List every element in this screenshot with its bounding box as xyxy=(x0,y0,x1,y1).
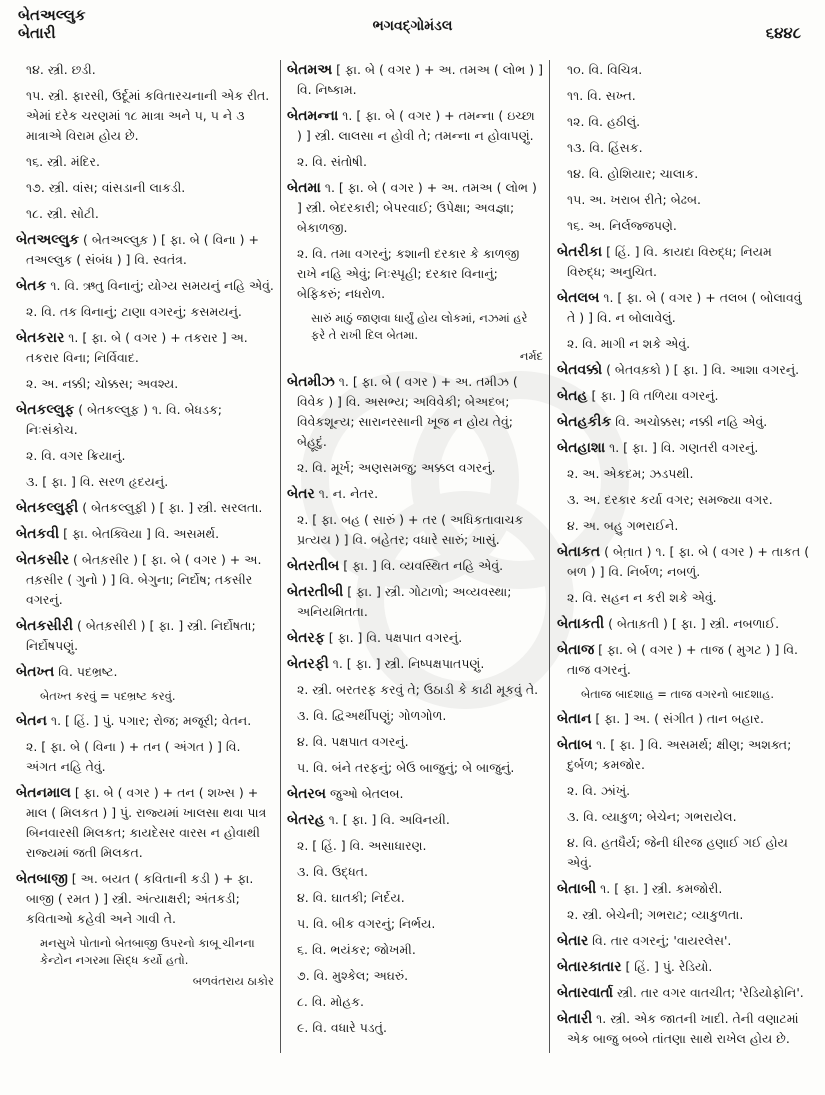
definition-text: [ ફા. ] અ. ( સંગીત ) તાન બહાર. xyxy=(591,711,764,726)
definition-text: ૧. [ ફા. બે ( વગર ) + તમન્ના ( ઇચ્છા ) ] સ્ત્રી. લાલસા ન હોવી તે; તમન્ના ન હોવાપણું. xyxy=(297,108,535,143)
dictionary-entry xyxy=(287,484,543,504)
dictionary-entry xyxy=(557,288,813,328)
entry-sense xyxy=(557,781,813,801)
entry-sense xyxy=(16,446,274,466)
headword: બેતકસીરી xyxy=(16,618,73,634)
dictionary-entry xyxy=(16,711,274,731)
dictionary-entry xyxy=(557,360,813,380)
definition-text: ૨. સ્ત્રી. બેચેની; ગભરાટ; વ્યાકુળતા. xyxy=(567,907,744,922)
headword: બેતકરાર xyxy=(16,330,65,346)
dictionary-entry xyxy=(16,616,274,656)
dictionary-entry xyxy=(16,550,274,610)
headword: બેતવક્કો xyxy=(557,362,603,378)
dictionary-entry xyxy=(557,242,813,282)
definition-text: ૧. ન. નેતર. xyxy=(314,486,379,501)
definition-text: ૨. વિ. સંતોષી. xyxy=(297,154,367,169)
definition-text: ૧૩. વિ. હિંસક. xyxy=(567,140,643,155)
definition-text: [ ફા. બેતક્વિયા ] વિ. અસમર્થ. xyxy=(59,526,220,541)
headword: બેતરતીબ xyxy=(287,558,340,574)
definition-text: ( બેતાક઼તી ) [ ફા. ] સ્ત્રી. નબળાઈ. xyxy=(604,616,780,631)
dictionary-entry xyxy=(287,372,543,452)
headword: બેતારવાર્તા xyxy=(557,985,614,1001)
definition-text: ૨. વિ. માગી ન શકે એવું. xyxy=(567,336,691,351)
dictionary-entry xyxy=(557,412,813,432)
headword: બેતરહ xyxy=(287,812,325,828)
definition-text: ૧. [ ફા. ] વિ. અસમર્થ; ક્ષીણ; અશક્ત; દુર્બળ; કમજોર. xyxy=(567,737,792,772)
headword: બેતનમાલ xyxy=(16,785,71,801)
definition-text: ૩. વિ. વ્યાકુળ; બેચેન; ગભરાયેલ. xyxy=(567,809,737,824)
entry-sense xyxy=(16,152,274,172)
headword: બેતક xyxy=(16,278,47,294)
entry-sense xyxy=(287,758,543,778)
definition-text: [ ફા. બે ( વગર ) + અ. તમઅ ( લોભ ) ] વિ. નિષ્કામ. xyxy=(297,62,543,97)
definition-text: ૬. વિ. ભયંકર; જોખમી. xyxy=(297,942,416,957)
headword: બેતાન xyxy=(557,711,592,727)
definition-text: ૧. [ ફા. ] સ્ત્રી. નિષ્પક્ષપાતપણું. xyxy=(328,656,485,671)
quote-attribution xyxy=(287,346,543,366)
headword: બેતરીકા xyxy=(557,244,603,260)
column-divider xyxy=(549,60,550,1053)
entry-sense xyxy=(287,244,543,304)
dictionary-entry xyxy=(287,628,543,648)
definition-text: ૨. વિ. ઝાંખું. xyxy=(567,783,631,798)
definition-text: ૩. [ ફા. ] વિ. સરળ હૃદયનું. xyxy=(26,474,169,489)
entry-sense xyxy=(557,588,813,608)
definition-text: ૧. [ હિં. ] પું. પગાર; રોજ; મજૂરી; વેતન. xyxy=(46,713,252,728)
definition-text: ૪. વિ. હતધૈર્ય; જેની ધીરજ હણાઈ ગઈ હોય એવું. xyxy=(567,835,788,870)
definition-text: [ હિં. ] પું. રેડિયો. xyxy=(621,959,713,974)
definition-text: વિ. અચોક્કસ; નક્કી નહિ એવું. xyxy=(611,414,768,429)
headword: બેતાજ xyxy=(557,642,595,658)
entry-sense xyxy=(287,992,543,1012)
usage-quote xyxy=(16,935,274,969)
definition-text: ૨. વિ. તક વિનાનું; ટાણા વગરનું; કસમયનું. xyxy=(26,304,242,319)
usage-quote xyxy=(287,310,543,344)
entry-sense xyxy=(557,112,813,132)
definition-text: ૧. [ ફા. બે ( વગર ) + અ. તમીઝ ( વિવેક ) ] વિ. અસભ્ય; અવિવેકી; બેઅદબ; વિવેકશૂન્ય; સારાનરસાની ખૂજ ન હોય તેવું; બેહૂદું. xyxy=(297,374,518,449)
definition-text: ૧. વિ. ઋતુ વિનાનું; યોગ્ય સમયનું નહિ એવું. xyxy=(46,278,274,293)
column-divider xyxy=(280,60,281,1053)
dictionary-entry xyxy=(557,614,813,634)
headword: બેતાકત xyxy=(557,544,601,560)
definition-text: ૪. વિ. પક્ષપાત વગરનું. xyxy=(297,734,409,749)
definition-text: [ ફા. ] વિ. વ્યવસ્થિત નહિ એવું. xyxy=(339,558,504,573)
dictionary-entry xyxy=(557,957,813,977)
dictionary-entry xyxy=(287,654,543,674)
dictionary-entry xyxy=(16,783,274,863)
definition-text: ૮. વિ. મોહક. xyxy=(297,994,365,1009)
definition-text: ૨. વિ. વગર ક્રિયાનું. xyxy=(26,448,126,463)
entry-sense xyxy=(287,152,543,172)
entry-sense xyxy=(16,302,274,322)
headword: બેતહાશા xyxy=(557,440,606,456)
dictionary-entry xyxy=(287,784,543,804)
headword: બેતકવી xyxy=(16,526,60,542)
definition-text: ૯. વિ. વધારે પડતું. xyxy=(297,1020,387,1035)
dictionary-entry xyxy=(287,810,543,830)
definition-text: જુઓ બેતલબ. xyxy=(326,786,404,801)
entry-sense xyxy=(287,940,543,960)
definition-text: ૭. વિ. મુશ્કેલ; અઘરું. xyxy=(297,968,409,983)
definition-text: ૨. [ હિં. ] વિ. અસાધારણ. xyxy=(297,838,427,853)
dictionary-entry xyxy=(557,1009,813,1049)
dictionary-entry xyxy=(287,60,543,100)
entry-sense xyxy=(557,60,813,80)
definition-text: ૩. વિ. દ્વિઅર્થીપણું; ગોળગોળ. xyxy=(297,708,447,723)
dictionary-entry xyxy=(16,662,274,682)
entry-sense xyxy=(287,966,543,986)
definition-text: ૨. વિ. મૂર્ખ; અણસમજુ; અક્કલ વગરનું. xyxy=(297,460,496,475)
headword: બેતારકાતાર xyxy=(557,959,622,975)
definition-text: ( બેતકલ્લુફ઼ ) ૧. વિ. બેધડક; નિઃસંકોચ. xyxy=(26,402,223,437)
headword: બેતરતીબી xyxy=(287,584,344,600)
headword: બેતરફી xyxy=(287,656,329,672)
entry-sense xyxy=(557,164,813,184)
entry-sense xyxy=(557,833,813,873)
definition-text: ૫. વિ. બીક વગરનું; નિર્ભય. xyxy=(297,916,436,931)
definition-text: [ ફા. ] વિ. પક્ષપાત વગરનું. xyxy=(324,630,463,645)
definition-text: સ્ત્રી. તાર વગર વાતચીત; 'રેડિયોફોનિ'. xyxy=(613,985,804,1000)
headword: બેતર xyxy=(287,486,315,502)
entry-sense xyxy=(557,216,813,236)
definition-text: મનસુખે પોતાનો બેતબાજી ઉપરનો કાબૂ ચીનના કેન્ટોન નગરમા સિદ્ધ કર્યો હતો. xyxy=(40,936,255,967)
definition-text: ( બેતા઼ત ) ૧. [ ફા. બે ( વગર ) + તાકત ( બળ ) ] વિ. નિર્બળ; નબળું. xyxy=(567,544,810,579)
entry-sense xyxy=(287,836,543,856)
entry-sense xyxy=(16,374,274,394)
entry-sense xyxy=(557,138,813,158)
definition-text: ૧. [ ફા. ] વિ. ગણતરી વગરનું. xyxy=(605,440,759,455)
definition-text: ૧૨. વિ. હઠીલું. xyxy=(567,114,641,129)
dictionary-entry xyxy=(557,386,813,406)
entry-sense xyxy=(16,86,274,146)
column-2 xyxy=(287,60,543,1075)
definition-text: ૪. વિ. ઘાતકી; નિર્દય. xyxy=(297,890,405,905)
definition-text: [ ફા. ] સ્ત્રી. ગોટાળો; અવ્યવસ્થા; અનિયમિતતા. xyxy=(297,584,512,619)
entry-sense xyxy=(287,706,543,726)
dictionary-entry xyxy=(287,582,543,622)
definition-text: ( બેતક઼સીરી ) [ ફા. ] સ્ત્રી. નિર્દોષતા; નિર્દોષપણું. xyxy=(26,618,256,653)
definition-text: ૧. [ ફા. ] વિ. અવિનયી. xyxy=(324,812,450,827)
entry-sense xyxy=(287,510,543,550)
entry-sense xyxy=(287,862,543,882)
definition-text: નર્મદ xyxy=(519,349,543,363)
headword: બેતરફ xyxy=(287,630,325,646)
dictionary-entry xyxy=(16,276,274,296)
headword: બેતકસીર xyxy=(16,552,69,568)
entry-sense xyxy=(287,1018,543,1038)
definition-text: બળવંતરાય ઠાકોર xyxy=(192,974,274,988)
entry-sense xyxy=(557,334,813,354)
guide-word-last: બેતારી xyxy=(18,24,56,42)
dictionary-entry xyxy=(557,640,813,680)
entry-sense xyxy=(16,178,274,198)
definition-text: ૧. [ ફા. બે ( વગર ) + અ. તમઅ ( લોભ ) ] સ્ત્રી. બેદરકારી; બેપરવાઈ; ઉપેક્ષા; અવજ્ઞા; બેકાળજી. xyxy=(297,180,537,235)
entry-sense xyxy=(557,464,813,484)
definition-text: ૧. સ્ત્રી. એક જાતની ખાદી. તેની વણાટમાં એક બાજુ બબ્બે તાંતણા સાથે રાખેલ હોય છે. xyxy=(567,1011,799,1046)
definition-text: ૧૦. વિ. વિચિત્ર. xyxy=(567,62,643,77)
definition-text: ૧૧. વિ. સખ્ત. xyxy=(567,88,636,103)
entry-sense xyxy=(16,60,274,80)
headword: બેતકલ્લુફી xyxy=(16,500,79,516)
headword: બેતકલ્લુફ xyxy=(16,402,75,418)
column-3 xyxy=(557,60,813,1075)
entry-sense xyxy=(287,732,543,752)
entry-sense xyxy=(287,888,543,908)
definition-text: ૩. અ. દરકાર કર્યા વગર; સમજ્યા વગર. xyxy=(567,492,773,507)
guide-word-first: બેતઅલ્લુક xyxy=(18,6,86,24)
definition-text: ૨. અ. એકદમ; ઝડપથી. xyxy=(567,466,694,481)
definition-text: ૧૮. સ્ત્રી. સોટી. xyxy=(26,206,99,221)
dictionary-entry xyxy=(16,498,274,518)
definition-text: સારું માઠું જાણવા ધાર્યું હોય લોકમાં, નઝમાં હરે ફરે તે રાખી દિલ બેતમા. xyxy=(311,311,528,342)
usage-quote xyxy=(557,686,813,703)
definition-text: ૫. વિ. બંને તરફનું; બેઉ બાજુનું; બે બાજુનું. xyxy=(297,760,515,775)
definition-text: ૨. અ. નક્કી; ચોક્કસ; અવશ્ય. xyxy=(26,376,179,391)
entry-sense xyxy=(557,807,813,827)
usage-quote xyxy=(16,688,274,705)
entry-sense xyxy=(16,472,274,492)
definition-text: ૧૭. સ્ત્રી. વાંસ; વાંસડાની લાકડી. xyxy=(26,180,186,195)
definition-text: વિ. પદભ્રષ્ટ. xyxy=(54,664,118,679)
definition-text: ૨. સ્ત્રી. બરતરફ કરવું તે; ઉઠાડી કે કાઢી મૂકવું તે. xyxy=(297,682,539,697)
headword: બેતાર xyxy=(557,933,589,949)
definition-text: ૧. [ ફા. બે ( વગર ) + તલબ ( બોલાવવું તે ) ] વિ. ન બોલાવેલું. xyxy=(567,290,802,325)
page-title: ભગવદ્ગોમંડલ xyxy=(372,18,453,34)
dictionary-entry xyxy=(557,438,813,458)
definition-text: ૧૫. અ. ખરાબ રીતે; બેઢબ. xyxy=(567,192,702,207)
definition-text: બેતખ્ત કરવું = પદભ્રષ્ટ કરવું. xyxy=(40,689,176,703)
headword: બેતઅલ્લુક xyxy=(16,232,80,248)
headword: બેતન xyxy=(16,713,47,729)
entry-sense xyxy=(16,204,274,224)
definition-text: ૪. અ. બહુ ગભરાઈને. xyxy=(567,518,679,533)
headword: બેતમન્ના xyxy=(287,108,339,124)
dictionary-entry xyxy=(16,869,274,929)
definition-text: ૩. વિ. ઉદ્ધત. xyxy=(297,864,369,879)
definition-text: ૧૬. અ. નિર્લજ્જપણે. xyxy=(567,218,677,233)
definition-text: ૧. [ ફા. ] સ્ત્રી. કમજોરી. xyxy=(596,881,723,896)
dictionary-entry xyxy=(557,542,813,582)
quote-attribution xyxy=(16,971,274,991)
page-number: ૬૪૪૮ xyxy=(765,24,801,42)
definition-text: ( બેતઅલ્લુક઼ ) [ ફા. બે ( વિના ) + તઅલ્લુક ( સંબંધ ) ] વિ. સ્વતંત્ર. xyxy=(26,232,259,267)
dictionary-entry xyxy=(16,524,274,544)
headword: બેતખ્ત xyxy=(16,664,55,680)
definition-text: ૧૪. વિ. હોશિયાર; ચાલાક. xyxy=(567,166,699,181)
definition-text: ૧૬. સ્ત્રી. મંદિર. xyxy=(26,154,100,169)
entry-sense xyxy=(557,905,813,925)
definition-text: [ ફા. ] વિ તળિયા વગરનું. xyxy=(587,388,719,403)
headword: બેતમા xyxy=(287,180,321,196)
dictionary-entry xyxy=(557,735,813,775)
dictionary-entry xyxy=(287,556,543,576)
entry-sense xyxy=(557,86,813,106)
entry-sense xyxy=(557,516,813,536)
entry-sense xyxy=(557,190,813,210)
entry-sense xyxy=(287,458,543,478)
entry-sense xyxy=(287,680,543,700)
definition-text: [ હિં. ] વિ. કાયદા વિરુદ્ધ; નિયમ વિરુદ્ધ; અનુચિત. xyxy=(567,244,772,279)
column-1 xyxy=(16,60,274,1075)
headword: બેતહ xyxy=(557,388,588,404)
headword: બેતલબ xyxy=(557,290,600,306)
dictionary-entry xyxy=(287,178,543,238)
dictionary-entry xyxy=(16,230,274,270)
definition-text: ૨. [ ફા. બહ ( સારું ) + તર ( અધિકતાવાચક પ્રત્યય ) ] વિ. બહેતર; વધારે સારું; ખાસું. xyxy=(297,512,524,547)
dictionary-entry xyxy=(557,709,813,729)
headword: બેતરબ xyxy=(287,786,327,802)
dictionary-entry xyxy=(557,879,813,899)
entry-sense xyxy=(287,914,543,934)
dictionary-entry xyxy=(557,931,813,951)
dictionary-entry xyxy=(557,983,813,1003)
entry-sense xyxy=(16,737,274,777)
headword: બેતાબ xyxy=(557,737,593,753)
definition-text: ૨. [ ફા. બે ( વિના ) + તન ( અંગત ) ] વિ. અંગત નહિ તેવું. xyxy=(26,739,241,774)
definition-text: [ ફા. બે ( વગર ) + તાજ ( મુગટ ) ] વિ. તાજ વગરનું. xyxy=(567,642,798,677)
definition-text: વિ. તાર વગરનું; 'વાયરલેસ'. xyxy=(588,933,732,948)
headword: બેતહકીક xyxy=(557,414,612,430)
definition-text: ૨. વિ. તમા વગરનું; કશાની દરકાર કે કાળજી રાખે નહિ એવું; નિઃસ્પૃહી; દરકાર વિનાનું; બેફિકરું; નધરોળ. xyxy=(297,246,520,301)
headword: બેતાકતી xyxy=(557,616,605,632)
headword: બેતમીઝ xyxy=(287,374,335,390)
definition-text: બેતાજ બાદશાહ = તાજ વગરનો બાદશાહ. xyxy=(581,687,775,701)
definition-text: ૨. વિ. સહન ન કરી શકે એવું. xyxy=(567,590,717,605)
dictionary-entry xyxy=(16,328,274,368)
definition-text: ૧૫. સ્ત્રી. ફારસી, ઉર્દૂમાં કવિતારચનાની એક રીત. એમાં દરેક ચરણમાં ૧૮ માત્રા અને ૫, ૫ ને ૩ માત્રાએ વિરામ હોય છે. xyxy=(26,88,270,143)
headword: બેતારી xyxy=(557,1011,593,1027)
definition-text: ( બેતકલ્લુફ઼ી ) [ ફા. ] સ્ત્રી. સરલતા. xyxy=(78,500,263,515)
definition-text: [ અ. બયત ( કવિતાની કડી ) + ફા. બાજી ( રમત ) ] સ્ત્રી. અંત્યાક્ષરી; અંતકડી; કવિતાઓ કહેવી અને ગાવી તે. xyxy=(26,871,254,926)
entry-sense xyxy=(557,490,813,510)
headword: બેતમઅ xyxy=(287,62,333,78)
dictionary-entry xyxy=(16,400,274,440)
definition-text: ૧. [ ફા. બે ( વગર ) + તકરાર ] અ. તકરાર વિના; નિર્વિવાદ. xyxy=(26,330,248,365)
definition-text: [ ફા. બે ( વગર ) + તન ( શખ્સ ) + માલ ( મિલકત ) ] પું. રાજ્યમાં ખાલસા થવા પાત્ર બિનવારસી મિલકત; કાયદેસર વારસ ન હોવાથી રાજ્યમાં જતી મિલકત. xyxy=(26,785,267,860)
definition-text: ( બેતક઼સીર ) [ ફા. બે ( વગર ) + અ. તક઼સીર ( ગુનો ) ] વિ. બેગુના; નિર્દોષ; તકસીર વગરનું. xyxy=(26,552,262,607)
dictionary-entry xyxy=(287,106,543,146)
definition-text: ૧૪. સ્ત્રી. છડી. xyxy=(26,62,96,77)
headword: બેતાબી xyxy=(557,881,597,897)
headword: બેતબાજી xyxy=(16,871,68,887)
definition-text: ( બેતવક઼્કો ) [ ફા. ] વિ. આશા વગરનું. xyxy=(602,362,800,377)
